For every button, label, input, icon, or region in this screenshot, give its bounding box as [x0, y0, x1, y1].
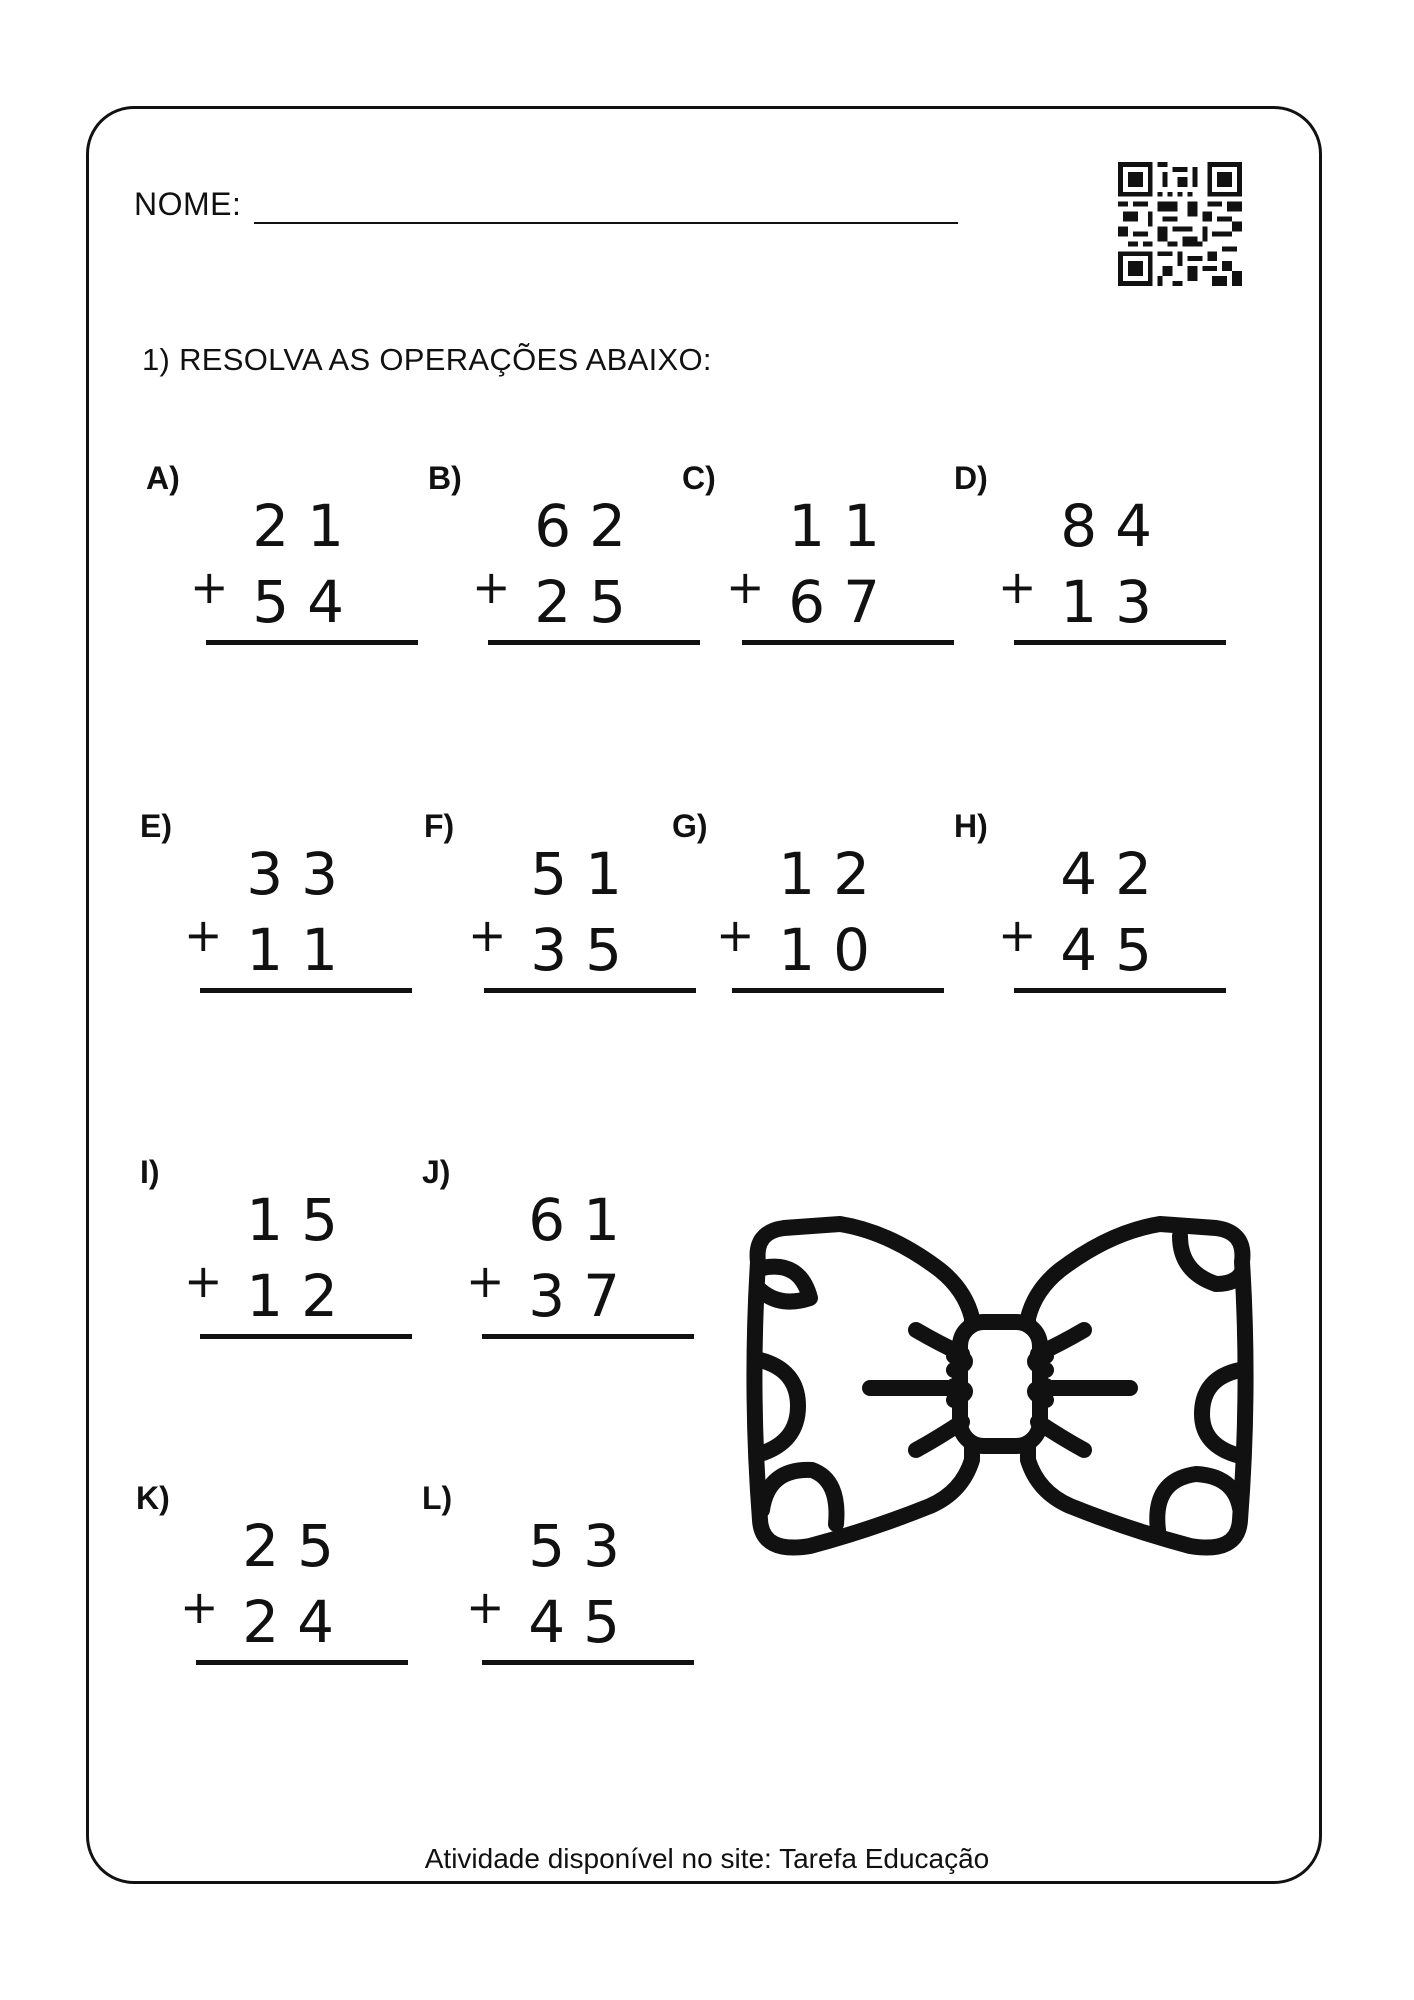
qr-code-icon	[1118, 162, 1242, 286]
problem-k	[136, 1480, 376, 1670]
problem-d	[954, 460, 1194, 650]
answer-line[interactable]	[1014, 988, 1226, 993]
problem-i	[140, 1154, 380, 1344]
answer-line[interactable]	[488, 640, 700, 645]
first-addend: 51	[530, 840, 640, 908]
problem-letter: D)	[954, 460, 988, 496]
problem-letter: B)	[428, 460, 462, 496]
second-addend: 45	[1060, 916, 1170, 984]
answer-line[interactable]	[200, 988, 412, 993]
plus-sign: +	[180, 1580, 219, 1634]
instruction-text: 1) RESOLVA AS OPERAÇÕES ABAIXO:	[142, 342, 712, 377]
plus-sign: +	[716, 908, 755, 962]
problem-letter: H)	[954, 808, 988, 844]
first-addend: 21	[252, 492, 362, 560]
plus-sign: +	[472, 560, 511, 614]
first-addend: 12	[778, 840, 888, 908]
footer-text: Atividade disponível no site: Tarefa Educação	[424, 1843, 990, 1874]
plus-sign: +	[190, 560, 229, 614]
name-label: NOME:	[134, 186, 242, 222]
problem-e	[140, 808, 380, 998]
answer-line[interactable]	[206, 640, 418, 645]
problem-letter: E)	[140, 808, 172, 844]
answer-line[interactable]	[200, 1334, 412, 1339]
bow-tie-icon	[740, 1210, 1260, 1570]
plus-sign: +	[466, 1254, 505, 1308]
second-addend: 13	[1060, 568, 1170, 636]
plus-sign: +	[998, 908, 1037, 962]
problem-b	[428, 460, 668, 650]
second-addend: 10	[778, 916, 888, 984]
first-addend: 33	[246, 840, 356, 908]
answer-line[interactable]	[482, 1334, 694, 1339]
second-addend: 24	[242, 1588, 352, 1656]
answer-line[interactable]	[484, 988, 696, 993]
first-addend: 42	[1060, 840, 1170, 908]
problem-a	[146, 460, 386, 650]
first-addend: 15	[246, 1186, 356, 1254]
first-addend: 25	[242, 1512, 352, 1580]
plus-sign: +	[726, 560, 765, 614]
problem-letter: L)	[422, 1480, 453, 1516]
answer-line[interactable]	[732, 988, 944, 993]
problem-letter: I)	[140, 1154, 160, 1190]
first-addend: 84	[1060, 492, 1170, 560]
second-addend: 35	[530, 916, 640, 984]
first-addend: 62	[534, 492, 644, 560]
first-addend: 11	[788, 492, 898, 560]
second-addend: 37	[528, 1262, 638, 1330]
answer-line[interactable]	[482, 1660, 694, 1665]
problem-letter: K)	[136, 1480, 170, 1516]
second-addend: 54	[252, 568, 362, 636]
plus-sign: +	[468, 908, 507, 962]
first-addend: 53	[528, 1512, 638, 1580]
plus-sign: +	[184, 908, 223, 962]
problem-l	[422, 1480, 662, 1670]
problem-letter: F)	[424, 808, 455, 844]
plus-sign: +	[998, 560, 1037, 614]
first-addend: 61	[528, 1186, 638, 1254]
plus-sign: +	[184, 1254, 223, 1308]
problem-letter: C)	[682, 460, 716, 496]
problem-c	[682, 460, 922, 650]
second-addend: 12	[246, 1262, 356, 1330]
problem-letter: A)	[146, 460, 180, 496]
plus-sign: +	[466, 1580, 505, 1634]
answer-line[interactable]	[196, 1660, 408, 1665]
second-addend: 11	[246, 916, 356, 984]
answer-line[interactable]	[1014, 640, 1226, 645]
second-addend: 45	[528, 1588, 638, 1656]
problem-j	[422, 1154, 662, 1344]
second-addend: 25	[534, 568, 644, 636]
problem-f	[424, 808, 664, 998]
answer-line[interactable]	[742, 640, 954, 645]
problem-h	[954, 808, 1194, 998]
problem-g	[672, 808, 912, 998]
problem-letter: J)	[422, 1154, 451, 1190]
name-input-line[interactable]	[254, 222, 958, 224]
second-addend: 67	[788, 568, 898, 636]
problem-letter: G)	[672, 808, 708, 844]
